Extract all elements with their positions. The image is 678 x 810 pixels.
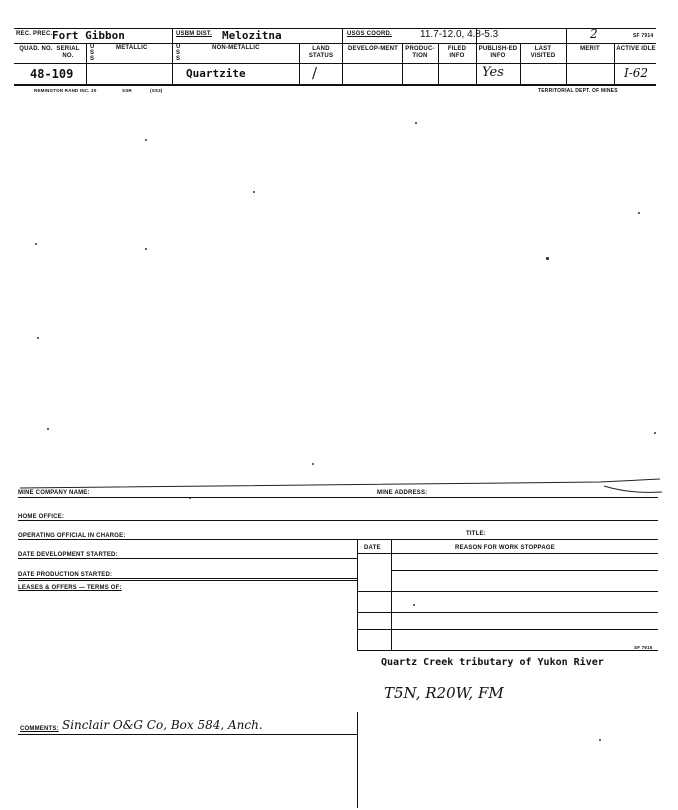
territorial-dept: TERRITORIAL DEPT. OF MINES	[538, 88, 618, 94]
home-office-label: HOME OFFICE:	[18, 514, 65, 520]
usbm-dist-value: Melozitna	[222, 29, 282, 42]
operating-official-label: OPERATING OFFICIAL IN CHARGE:	[18, 533, 126, 539]
col-metallic: METALLIC	[116, 45, 148, 51]
col-uss-metallic: U S S	[90, 44, 95, 62]
ssr-mark: SSR	[122, 88, 132, 93]
usgs-coord-value: 11.7-12.0, 4.8-5.3	[420, 29, 499, 40]
col-quad-no: QUAD. NO.	[19, 46, 53, 52]
ssr-code: (SS3)	[150, 88, 163, 93]
comments-value: Sinclair O&G Co, Box 584, Anch.	[62, 718, 263, 732]
quad-serial-value: 48-109	[30, 67, 74, 81]
date-prod-started-label: DATE PRODUCTION STARTED:	[18, 572, 113, 578]
col-development: DEVELOP-MENT	[347, 46, 399, 52]
active-idle-value: I-62	[624, 66, 649, 80]
comments-label: COMMENTS:	[20, 726, 59, 732]
form-number-front: SF 7914	[633, 33, 654, 39]
location-typed: Quartz Creek tributary of Yukon River	[381, 657, 604, 668]
col-land-status: LAND STATUS	[308, 46, 334, 59]
printer-mark: REMINGTON RAND INC. 20	[34, 88, 97, 93]
reason-stoppage-label: REASON FOR WORK STOPPAGE	[455, 545, 555, 551]
leases-offers-label: LEASES & OFFERS — TERMS OF:	[18, 585, 122, 591]
col-published-info: PUBLISH-ED INFO	[478, 46, 518, 59]
col-active-idle: ACTIVE IDLE	[616, 46, 656, 52]
land-status-value: /	[312, 64, 318, 82]
mine-company-name-label: MINE COMPANY NAME:	[18, 490, 90, 496]
usgs-coord-label: USGS COORD.	[347, 31, 392, 37]
col-last-visited: LAST VISITED	[530, 46, 556, 59]
card-edge	[0, 476, 678, 496]
date-col-label: DATE	[364, 545, 381, 551]
rec-prec-label: REC. PREC.	[16, 31, 53, 37]
col-serial-no: SERIAL NO.	[56, 46, 80, 59]
col-non-metallic: NON-METALLIC	[212, 45, 260, 51]
form-number-back: SF 7915	[634, 645, 653, 650]
rec-prec-value: Fort Gibbon	[52, 29, 125, 42]
col-merit: MERIT	[580, 46, 600, 52]
title-label: TITLE:	[466, 531, 486, 537]
corner-mark: 2	[590, 27, 598, 41]
col-filed-info: FILED INFO	[447, 46, 467, 59]
col-uss-nonmetallic: U S S	[176, 44, 181, 62]
usbm-dist-label: USBM DIST.	[176, 31, 213, 37]
published-info-value: Yes	[482, 65, 504, 80]
date-dev-started-label: DATE DEVELOPMENT STARTED:	[18, 552, 118, 558]
non-metallic-value: Quartzite	[186, 67, 246, 80]
location-handwritten: T5N, R20W, FM	[384, 684, 504, 702]
mine-address-label: MINE ADDRESS:	[377, 490, 428, 496]
col-production: PRODUC-TION	[405, 46, 435, 59]
